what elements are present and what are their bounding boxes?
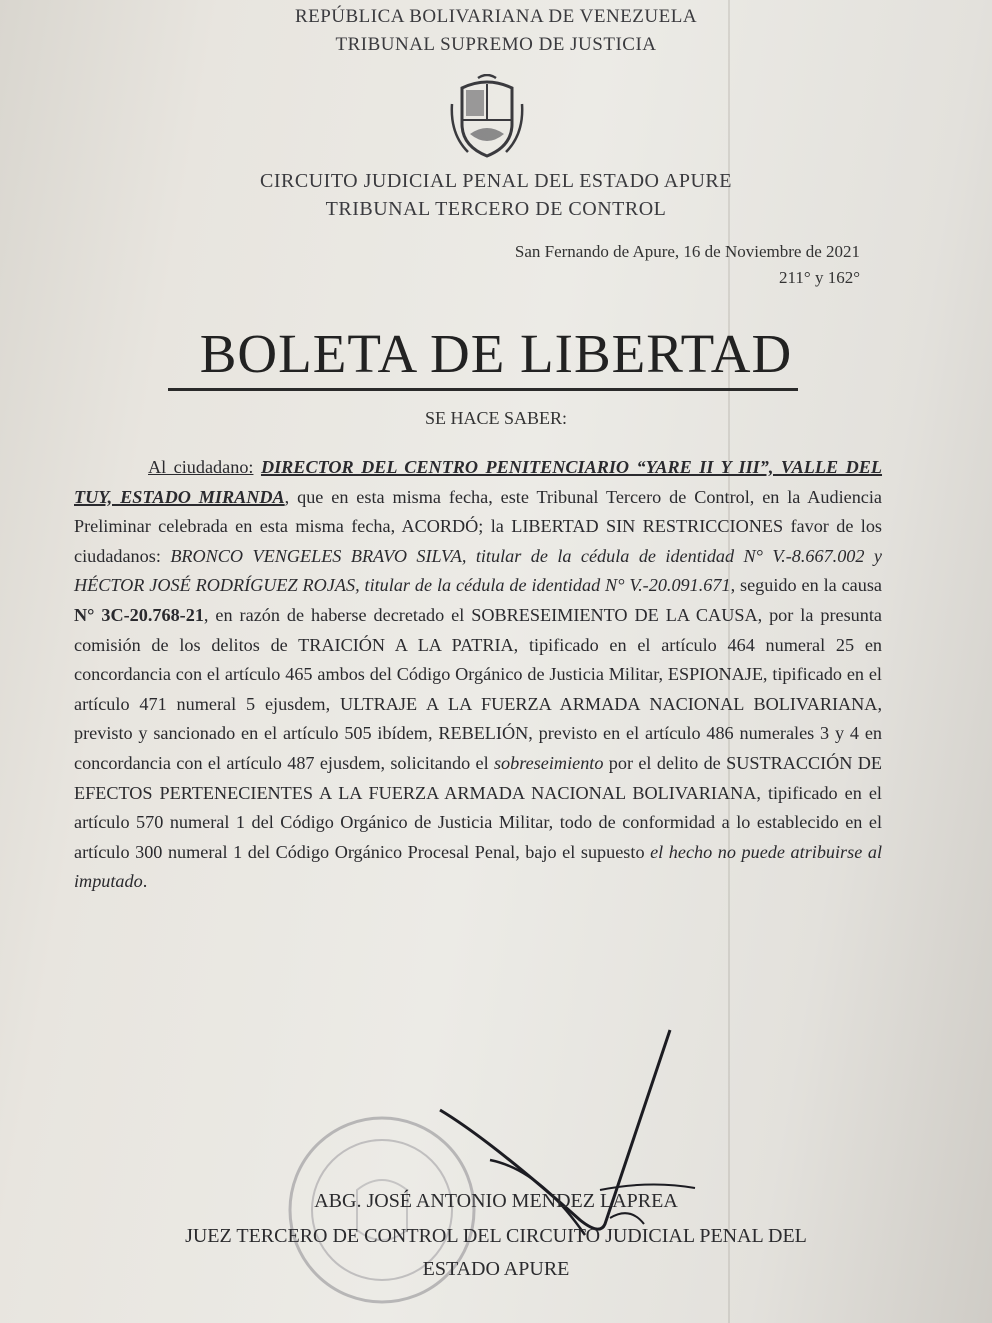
body-segment-3: , en razón de haberse decretado el SOBRESEIMIENTO DE LA CAUSA, por la presunta comisión de los delitos de TRAICIÓN A LA PATRIA, tipificado en el artículo 464 numeral 25 en concordancia con el artículo 465 ambos del Código Orgánico de Justicia Militar, ESPIONAJE, tipificado en el artículo 471 numeral 5 ejusdem, ULTRAJE A LA FUERZA ARMADA NACIONAL BOLIVARIANA, previsto y sancionado en el artículo 505 ibídem, REBELIÓN, previsto en el artículo 486 numerales 3 y 4 en concordancia con el artículo 487 ejusdem, solicitando el: [74, 604, 882, 773]
title-underline: [168, 388, 798, 391]
handwritten-signature-icon: [430, 1010, 730, 1250]
legal-premise: el hecho no puede atribuirse al imputado: [74, 841, 883, 892]
body-end: .: [142, 871, 148, 892]
body-segment-4: por el delito de SUSTRACCIÓN DE EFECTOS PERTENECIENTES A LA FUERZA ARMADA NACIONAL BOLIVARIANA, tipificado en el artículo 570 numeral 1 del Código Orgánico de Justicia Militar, todo de conformidad a lo establecido en el artículo 300 numeral 1 del Código Orgánico Procesal Penal, bajo el supuesto: [74, 752, 883, 862]
judge-role: JUEZ TERCERO DE CONTROL DEL CIRCUITO JUDICIAL PENAL DEL: [185, 1225, 807, 1247]
case-number: N° 3C-20.768-21: [74, 604, 204, 625]
body-segment-2: , seguido en la causa: [730, 575, 882, 596]
document-title: BOLETA DE LIBERTAD: [199, 323, 793, 384]
judge-name: ABG. JOSÉ ANTONIO MENDEZ LAPREA: [314, 1190, 678, 1212]
date-line: San Fernando de Apure, 16 de Noviembre de 2021: [514, 242, 860, 261]
document-subtitle: SE HACE SABER:: [424, 408, 568, 428]
addressee-label: Al ciudadano:: [148, 457, 254, 477]
header-tribunal-supremo: TRIBUNAL SUPREMO DE JUSTICIA: [335, 34, 657, 55]
header-tribunal-control: TRIBUNAL TERCERO DE CONTROL: [325, 198, 667, 220]
sobreseimiento-term: sobreseimiento: [493, 752, 604, 773]
beneficiaries: BRONCO VENGELES BRAVO SILVA, titular de la cédula de identidad N° V.-8.667.002 y HÉCTOR JOSÉ RODRÍGUEZ ROJAS, titular de la cédula de identidad N° V.-20.091.671: [74, 545, 882, 596]
coat-of-arms-icon: [448, 74, 526, 160]
header-circuito: CIRCUITO JUDICIAL PENAL DEL ESTADO APURE: [260, 170, 732, 192]
body-text: [74, 453, 882, 897]
judge-location: ESTADO APURE: [422, 1258, 570, 1280]
addressee-name: DIRECTOR DEL CENTRO PENITENCIARIO “YARE II Y III”, VALLE DEL TUY, ESTADO MIRANDA: [74, 457, 883, 507]
body-segment-1: , que en esta misma fecha, este Tribunal Tercero de Control, en la Audiencia Preliminar celebrada en esta misma fecha, ACORDÓ; la LIBERTAD SIN RESTRICCIONES favor de los ciudadanos:: [74, 486, 882, 566]
header-republic: REPÚBLICA BOLIVARIANA DE VENEZUELA: [294, 6, 698, 27]
date-era: 211° y 162°: [779, 268, 860, 287]
